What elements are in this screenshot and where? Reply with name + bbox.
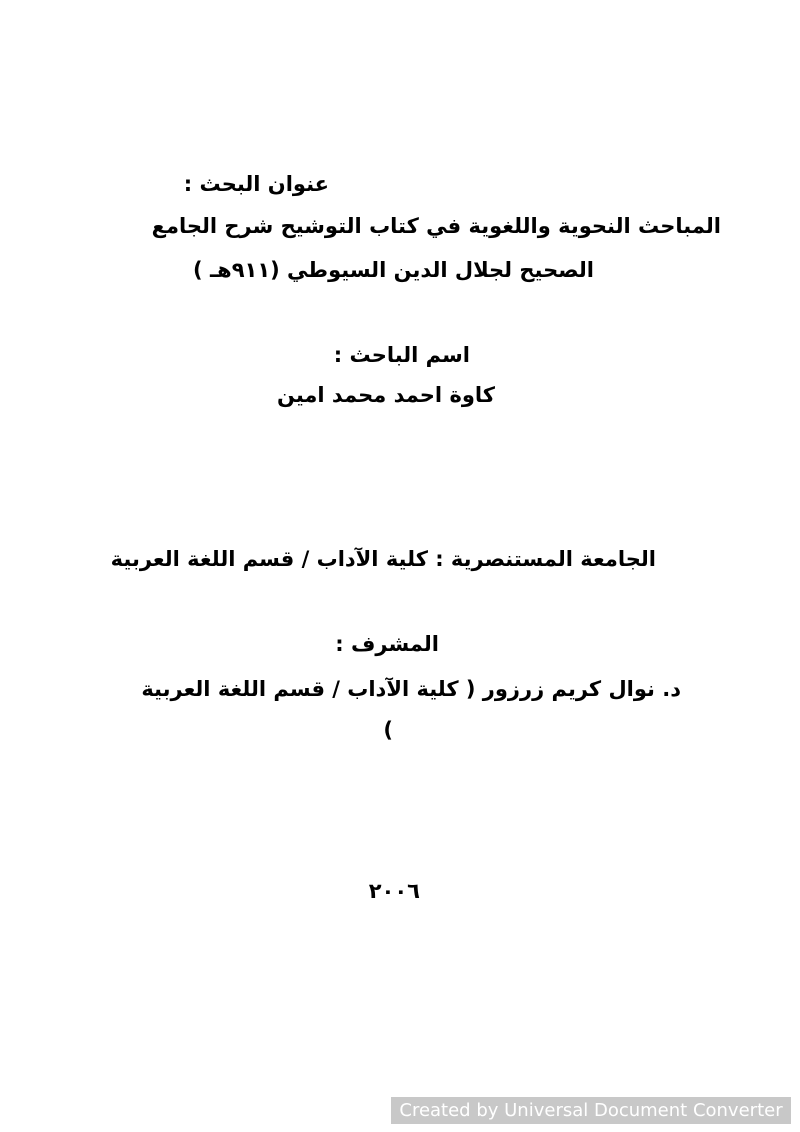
year: ٢٠٠٦ (368, 879, 420, 903)
research-title-line-1: المباحث النحوية واللغوية في كتاب التوشيح شرح الجامع (151, 214, 721, 238)
researcher-label: اسم الباحث : (333, 343, 470, 367)
supervisor-label: المشرف : (335, 632, 439, 656)
researcher-name: كاوة احمد محمد امين (276, 383, 495, 407)
research-title-line-2: الصحيح لجلال الدين السيوطي (٩١١هـ ) (193, 258, 594, 282)
converter-watermark: Created by Universal Document Converter (391, 1097, 791, 1124)
supervisor-closing-paren: ) (383, 718, 393, 742)
research-title-label: عنوان البحث : (183, 172, 329, 196)
university-department: الجامعة المستنصرية : كلية الآداب / قسم اللغة العربية (110, 547, 656, 571)
supervisor-name: د. نوال كريم زرزور ( كلية الآداب / قسم اللغة العربية (141, 677, 681, 701)
